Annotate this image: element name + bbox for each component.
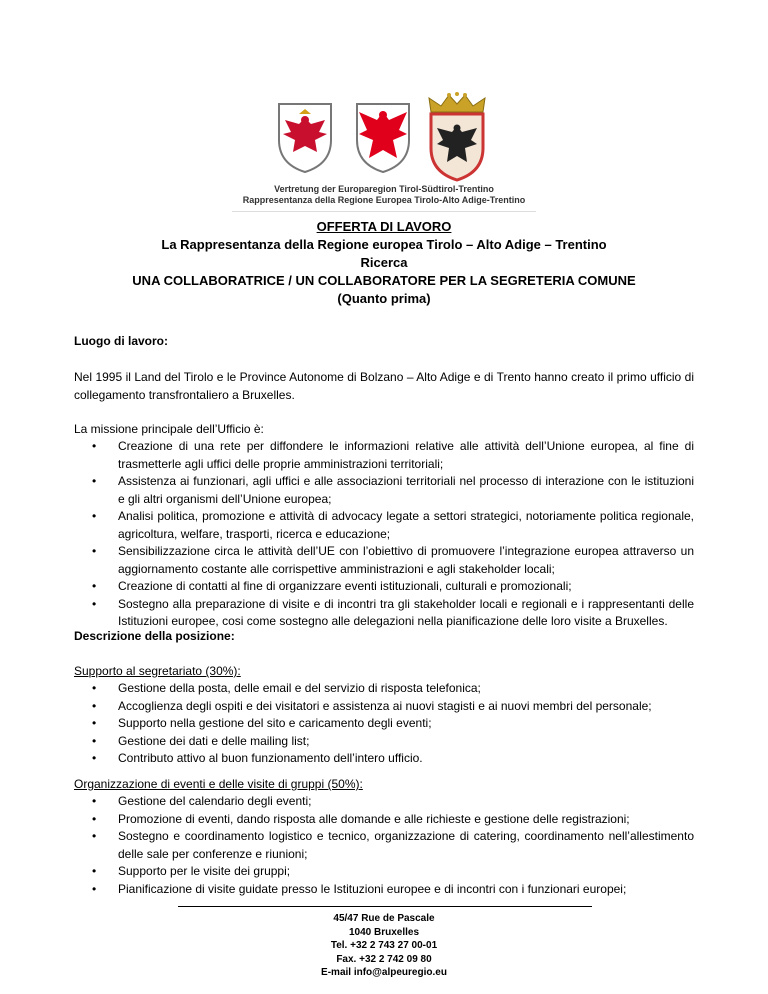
list-item: • Pianificazione di visite guidate presso le Istituzioni europee e di incontri con i funzionari europei; — [92, 881, 694, 899]
list-item: • Creazione di una rete per diffondere le informazioni relative alle attività dell’Unione europea, al fine di trasmetterle agli uffici delle proprie amministrazioni territoriali; — [92, 438, 694, 473]
list-item: • Supporto nella gestione del sito e caricamento degli eventi; — [92, 715, 694, 733]
workplace-paragraph: Nel 1995 il Land del Tirolo e le Province Autonome di Bolzano – Alto Adige e di Trento hanno creato il primo ufficio di collegamento transfrontaliero a Bruxelles. — [74, 370, 694, 402]
org-subtitle: La Rappresentanza della Regione europea Tirolo – Alto Adige – Trentino — [161, 237, 607, 252]
header-divider — [232, 211, 536, 212]
list-item: • Assistenza ai funzionari, agli uffici e alle associazioni territoriali nel processo di interazione con le istituzioni e gli altri organismi dell’Unione europea; — [92, 473, 694, 508]
list-item: • Gestione dei dati e delle mailing list; — [92, 733, 694, 751]
footer-city: 1040 Bruxelles — [348, 926, 420, 938]
footer-address: 45/47 Rue de Pascale — [333, 913, 435, 924]
list-item: • Analisi politica, promozione e attività di advocacy legate a settori strategici, notoriamente politica regionale, agricoltura, welfare, trasporti, ricerca e educazione; — [92, 508, 694, 543]
list-item: • Contributo attivo al buon funzionamento dell’intero ufficio. — [92, 750, 694, 768]
footer-phone: Tel. +32 2 743 27 00-01 — [330, 940, 438, 952]
list-item: • Creazione di contatti al fine di organizzare eventi istituzionali, culturali e promozionali; — [92, 578, 694, 596]
list-item: • Sensibilizzazione circa le attività dell’UE con l’obiettivo di promuovere l’integrazione europea attraverso un aggiornamento costante alle corrispettive amministrazioni e agli stakeholder locali; — [92, 543, 694, 578]
org-name-german: Vertretung der Europaregion Tirol-Südtirol-Trentino — [274, 184, 494, 194]
trentino-eagle-crowned-shield-icon — [427, 112, 487, 182]
crown-icon — [425, 92, 489, 114]
list-item: • Gestione del calendario degli eventi; — [92, 793, 694, 811]
list-item: • Promozione di eventi, dando risposta alle domande e alle richieste e gestione delle registrazioni; — [92, 811, 694, 829]
org-name-italian: Rappresentanza della Regione Europea Tirolo-Alto Adige-Trentino — [242, 195, 526, 205]
workplace-heading: Luogo di lavoro: — [74, 334, 168, 348]
footer-email: E-mail info@alpeuregio.eu — [321, 967, 447, 979]
secretariat-list — [92, 680, 694, 768]
footer-contact — [234, 912, 534, 980]
list-item: • Sostegno e coordinamento logistico e tecnico, organizzazione di catering, coordinamento nell’allestimento delle sale per conferenze e riunioni; — [92, 828, 694, 863]
organization-name — [232, 184, 536, 206]
mission-list — [92, 438, 694, 631]
coat-of-arms-group — [269, 92, 501, 182]
events-list — [92, 793, 694, 898]
position-title: UNA COLLABORATRICE / UN COLLABORATORE PER LA SEGRETERIA COMUNE — [132, 273, 636, 288]
south-tyrol-eagle-shield-icon — [353, 100, 413, 176]
secretariat-heading: Supporto al segretariato (30%): — [74, 664, 241, 678]
footer-fax: Fax. +32 2 742 09 80 — [336, 953, 432, 965]
list-item: • Accoglienza degli ospiti e dei visitatori e assistenza ai nuovi stagisti e ai nuovi membri del personale; — [92, 698, 694, 716]
mission-intro: La missione principale dell’Ufficio è: — [74, 422, 264, 436]
list-item: • Gestione della posta, delle email e del servizio di risposta telefonica; — [92, 680, 694, 698]
search-label: Ricerca — [360, 255, 408, 270]
position-heading: Descrizione della posizione: — [74, 629, 235, 643]
list-item: • Sostegno alla preparazione di visite e di incontri tra gli stakeholder locali e regionali e i rappresentanti delle Istituzioni europee, cosi come sostegno alle delegazioni nella pianificazione delle loro visite a Bruxelles. — [92, 596, 694, 631]
offer-heading: OFFERTA DI LAVORO — [316, 219, 452, 234]
footer-divider — [178, 906, 592, 907]
list-item: • Supporto per le visite dei gruppi; — [92, 863, 694, 881]
tyrol-eagle-shield-icon — [275, 100, 335, 176]
start-date-note: (Quanto prima) — [337, 291, 431, 306]
job-title-block — [60, 218, 708, 308]
events-heading: Organizzazione di eventi e delle visite di gruppi (50%): — [74, 777, 363, 791]
